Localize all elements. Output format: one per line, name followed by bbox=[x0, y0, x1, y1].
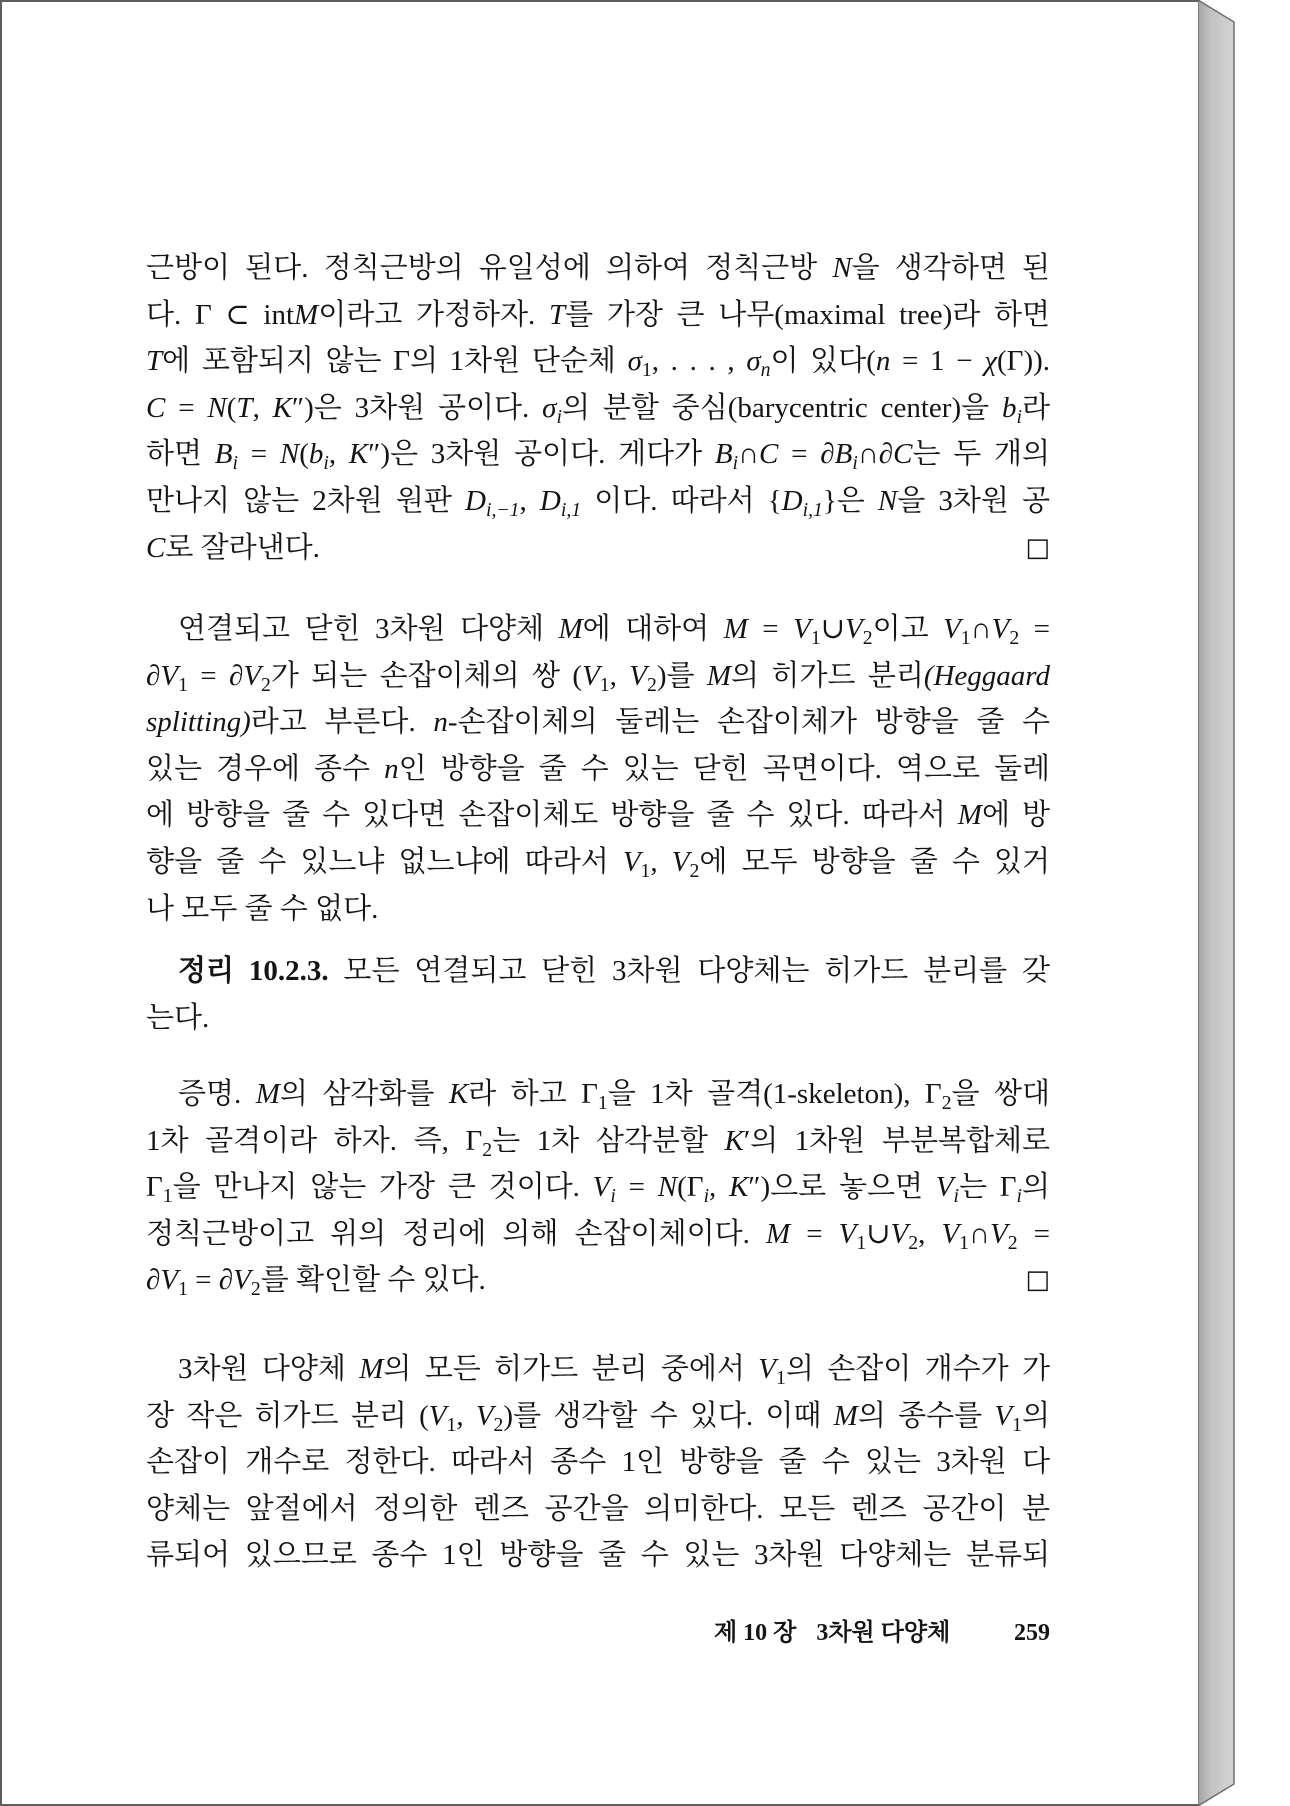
text-line bbox=[146, 889, 1050, 929]
page-number: 259 bbox=[1014, 1620, 1050, 1646]
text-run: 증명. bbox=[178, 1078, 256, 1110]
text-run: , bbox=[328, 438, 349, 470]
math-symbol: D bbox=[465, 485, 486, 517]
math-symbol: M bbox=[765, 1218, 791, 1250]
text-run: 있는 경우에 종수 bbox=[146, 753, 385, 785]
text-run: 양체는 앞절에서 정의한 렌즈 공간을 의미한다. 모든 렌즈 공간이 분 bbox=[146, 1493, 1050, 1525]
math-symbol: V bbox=[890, 1218, 909, 1250]
math-symbol: V bbox=[160, 1264, 179, 1296]
math-subscript: 2 bbox=[250, 1277, 261, 1300]
text-line bbox=[146, 702, 1050, 742]
text-run: = bbox=[1019, 613, 1051, 645]
text-line bbox=[146, 1396, 1050, 1436]
text-line bbox=[146, 341, 1050, 381]
text-line bbox=[146, 528, 1050, 568]
math-symbol: V bbox=[671, 846, 690, 878]
math-symbol: C bbox=[759, 438, 779, 470]
text-run: 류되어 있으므로 종수 1인 방향을 줄 수 있는 3차원 다양체는 분류되 bbox=[146, 1539, 1050, 1571]
text-run: }은 bbox=[822, 485, 878, 517]
math-subscript: 1 bbox=[597, 1091, 608, 1114]
text-run: = ∂ bbox=[187, 660, 244, 692]
text-run: 인 방향을 줄 수 있는 닫힌 곡면이다. 역으로 둘레 bbox=[398, 753, 1050, 785]
text-run: = ∂ bbox=[187, 1264, 234, 1296]
math-symbol: M bbox=[294, 299, 319, 331]
math-symbol: V bbox=[160, 660, 179, 692]
qed-box: □ bbox=[1025, 533, 1050, 563]
math-symbol: V bbox=[989, 1218, 1008, 1250]
math-subscript: 2 bbox=[1007, 1231, 1018, 1254]
math-symbol: B bbox=[214, 438, 233, 470]
text-run: 에 방 bbox=[981, 799, 1050, 831]
running-footer bbox=[714, 1613, 1050, 1653]
text-line bbox=[178, 1349, 1050, 1389]
text-run: 가 되는 손잡이체의 쌍 ( bbox=[270, 660, 583, 692]
math-symbol: M bbox=[957, 799, 982, 831]
math-symbol: V bbox=[629, 660, 647, 692]
text-run: = bbox=[790, 1218, 839, 1250]
math-symbol: K bbox=[348, 438, 369, 470]
text-run: 로 잘라낸다. bbox=[165, 532, 320, 564]
text-run: 의 히가드 분리 bbox=[731, 660, 924, 692]
math-symbol: V bbox=[582, 660, 600, 692]
math-symbol: V bbox=[845, 613, 863, 645]
text-run: = bbox=[615, 1171, 658, 1203]
math-subscript: 1 bbox=[810, 626, 821, 649]
text-line bbox=[146, 248, 1050, 288]
text-run: 의 bbox=[1022, 1171, 1051, 1203]
math-subscript: i,1 bbox=[560, 498, 582, 521]
math-subscript: 2 bbox=[862, 626, 873, 649]
text-line bbox=[178, 951, 1050, 991]
text-line bbox=[146, 1167, 1050, 1207]
math-symbol: V bbox=[941, 1218, 960, 1250]
text-run: 연결되고 닫힌 3차원 다양체 bbox=[178, 613, 559, 645]
text-run: 이고 bbox=[872, 613, 944, 645]
text-run: ″)은 3차원 공이다. bbox=[292, 392, 543, 424]
math-symbol: V bbox=[243, 660, 262, 692]
math-subscript: 1 bbox=[162, 1184, 173, 1207]
text-run: 을 1차 골격(1-skeleton), Γ bbox=[607, 1078, 942, 1110]
text-run: ″)은 3차원 공이다. 게다가 bbox=[368, 438, 715, 470]
text-run: 나 모두 줄 수 없다. bbox=[146, 893, 379, 925]
text-run: 라 하고 Γ bbox=[468, 1078, 598, 1110]
math-subscript: 1 bbox=[1012, 1413, 1022, 1436]
text-run: 근방이 된다. 정칙근방의 유일성에 의하여 정칙근방 bbox=[146, 252, 833, 284]
text-run: ∪ bbox=[820, 613, 845, 645]
math-subscript: 1 bbox=[959, 1231, 970, 1254]
math-symbol: M bbox=[558, 613, 583, 645]
math-symbol: V bbox=[758, 1353, 776, 1385]
math-subscript: 2 bbox=[908, 1231, 919, 1254]
math-subscript: 1 bbox=[178, 673, 188, 696]
text-run: , . . . , bbox=[651, 345, 747, 377]
text-line bbox=[146, 656, 1050, 696]
math-symbol: b bbox=[1002, 392, 1017, 424]
text-run: 손잡이 개수로 정한다. 따라서 종수 1인 방향을 줄 수 있는 3차원 다 bbox=[146, 1446, 1050, 1478]
text-run: = bbox=[1017, 1218, 1051, 1250]
text-line bbox=[146, 998, 1050, 1038]
math-subscript: 1 bbox=[641, 358, 652, 381]
text-run: 을 만나지 않는 가장 큰 것이다. bbox=[172, 1171, 593, 1203]
text-run: ∂ bbox=[146, 660, 161, 692]
text-line bbox=[146, 388, 1050, 428]
text-line bbox=[178, 1074, 1050, 1114]
text-line bbox=[146, 295, 1050, 335]
math-symbol: N bbox=[832, 252, 852, 284]
math-symbol: V bbox=[838, 1218, 857, 1250]
math-subscript: n bbox=[760, 358, 771, 381]
text-run: = bbox=[165, 392, 208, 424]
math-subscript: 1 bbox=[599, 673, 610, 696]
text-line bbox=[146, 795, 1050, 835]
text-run: 을 쌍대 bbox=[951, 1078, 1051, 1110]
math-symbol: N bbox=[877, 485, 898, 517]
math-symbol: σ bbox=[746, 345, 761, 377]
math-subscript: 2 bbox=[646, 673, 657, 696]
text-line bbox=[146, 434, 1050, 474]
text-run: 는 1차 삼각분할 bbox=[492, 1125, 725, 1157]
math-symbol: V bbox=[793, 613, 811, 645]
math-symbol: K bbox=[729, 1171, 749, 1203]
math-symbol: (Heggaard bbox=[923, 660, 1051, 692]
text-run: 이다. 따라서 { bbox=[581, 485, 782, 517]
text-run: 의 bbox=[1021, 1400, 1050, 1432]
text-run: 하면 bbox=[146, 438, 215, 470]
text-line bbox=[178, 609, 1050, 649]
math-symbol: C bbox=[893, 438, 913, 470]
text-line bbox=[146, 1121, 1050, 1161]
text-run: )를 생각할 수 있다. 이때 bbox=[503, 1400, 834, 1432]
math-symbol: D bbox=[781, 485, 803, 517]
text-run: 에 모두 방향을 줄 수 있거 bbox=[699, 846, 1051, 878]
text-run: ∪ bbox=[866, 1218, 891, 1250]
math-symbol: T bbox=[548, 299, 566, 331]
text-run: Γ bbox=[146, 1171, 163, 1203]
math-symbol: n bbox=[384, 753, 399, 785]
text-run: 다. Γ ⊂ int bbox=[146, 299, 295, 331]
math-symbol: b bbox=[308, 438, 324, 470]
text-run: 는다. bbox=[146, 1002, 210, 1034]
math-symbol: T bbox=[146, 345, 163, 377]
text-run: 의 모든 히가드 분리 중에서 bbox=[383, 1353, 759, 1385]
math-symbol: V bbox=[475, 1400, 494, 1432]
text-run: , bbox=[918, 1218, 942, 1250]
math-symbol: N bbox=[279, 438, 300, 470]
math-symbol: V bbox=[622, 846, 641, 878]
text-run: 라고 부른다. bbox=[250, 706, 434, 738]
text-run: ∩ bbox=[738, 438, 760, 470]
math-symbol: σ bbox=[542, 392, 557, 424]
math-symbol: V bbox=[233, 1264, 251, 1296]
text-run: 에 포함되지 않는 Γ의 1차원 단순체 bbox=[162, 345, 628, 377]
text-run: 에 방향을 줄 수 있다면 손잡이체도 방향을 줄 수 있다. 따라서 bbox=[146, 799, 958, 831]
text-run: -손잡이체의 둘레는 손잡이체가 방향을 줄 수 bbox=[447, 706, 1050, 738]
math-subscript: 2 bbox=[261, 673, 271, 696]
text-line bbox=[146, 1214, 1050, 1254]
text-line bbox=[146, 481, 1050, 521]
text-run: , bbox=[252, 392, 273, 424]
math-subscript: 2 bbox=[493, 1413, 504, 1436]
bold-text: 정리 10.2.3. bbox=[178, 955, 329, 987]
math-symbol: n bbox=[875, 345, 891, 377]
math-subscript: 1 bbox=[178, 1277, 188, 1300]
text-run: (Γ)). bbox=[997, 345, 1051, 377]
text-run: 의 손잡이 개수가 가 bbox=[785, 1353, 1050, 1385]
text-run: 는 Γ bbox=[958, 1171, 1017, 1203]
math-symbol: B bbox=[834, 438, 853, 470]
text-run: 의 삼각화를 bbox=[279, 1078, 449, 1110]
text-run: 모든 연결되고 닫힌 3차원 다양체는 히가드 분리를 갖 bbox=[328, 955, 1051, 987]
text-run: = ∂ bbox=[778, 438, 835, 470]
math-subscript: i bbox=[1016, 405, 1022, 428]
math-symbol: V bbox=[994, 1400, 1013, 1432]
text-run: 3차원 다양체 bbox=[178, 1353, 360, 1385]
text-run: ( bbox=[299, 438, 309, 470]
text-run: = 1 − bbox=[890, 345, 985, 377]
math-symbol: M bbox=[359, 1353, 384, 1385]
math-symbol: M bbox=[723, 613, 748, 645]
math-subscript: 2 bbox=[1009, 626, 1020, 649]
math-symbol: N bbox=[657, 1171, 678, 1203]
text-run: 를 확인할 수 있다. bbox=[260, 1264, 486, 1296]
chapter-title: 3차원 다양체 bbox=[816, 1620, 951, 1646]
math-symbol: B bbox=[714, 438, 733, 470]
math-symbol: T bbox=[236, 392, 253, 424]
text-line bbox=[146, 1442, 1050, 1482]
text-run: ′의 1차원 부분복합체로 bbox=[743, 1125, 1050, 1157]
math-symbol: C bbox=[146, 532, 166, 564]
text-line bbox=[146, 842, 1050, 882]
math-subscript: i bbox=[1016, 1184, 1023, 1207]
math-subscript: 2 bbox=[689, 859, 700, 882]
text-run: 라 bbox=[1021, 392, 1050, 424]
math-symbol: V bbox=[991, 613, 1010, 645]
text-run: 향을 줄 수 있느냐 없느냐에 따라서 bbox=[146, 846, 623, 878]
math-subscript: i bbox=[556, 405, 562, 428]
math-symbol: D bbox=[539, 485, 561, 517]
math-symbol: K bbox=[272, 392, 293, 424]
math-symbol: V bbox=[428, 1400, 447, 1432]
math-symbol: M bbox=[706, 660, 732, 692]
math-subscript: 1 bbox=[446, 1413, 457, 1436]
math-subscript: 2 bbox=[482, 1138, 493, 1161]
math-symbol: V bbox=[592, 1171, 611, 1203]
text-run: 이라고 가정하자. bbox=[318, 299, 549, 331]
math-symbol: V bbox=[935, 1171, 954, 1203]
text-run: , bbox=[519, 485, 540, 517]
text-run: (Γ bbox=[677, 1171, 704, 1203]
text-run: 이 있다( bbox=[770, 345, 876, 377]
math-symbol: splitting) bbox=[146, 706, 251, 738]
text-line bbox=[146, 749, 1050, 789]
math-symbol: V bbox=[943, 613, 961, 645]
text-run: ″)으로 놓으면 bbox=[748, 1171, 936, 1203]
text-run: )를 bbox=[656, 660, 707, 692]
text-run: = bbox=[238, 438, 280, 470]
text-run: ∂ bbox=[146, 1264, 161, 1296]
math-symbol: M bbox=[833, 1400, 858, 1432]
math-subscript: i bbox=[852, 451, 858, 474]
math-subscript: i bbox=[323, 451, 329, 474]
math-symbol: M bbox=[255, 1078, 280, 1110]
math-symbol: N bbox=[207, 392, 227, 424]
text-run: 를 가장 큰 나무(maximal tree)라 하면 bbox=[565, 299, 1050, 331]
math-subscript: i bbox=[732, 451, 739, 474]
math-subscript: i bbox=[232, 451, 238, 474]
math-subscript: i,−1 bbox=[485, 498, 520, 521]
text-run: , bbox=[650, 846, 672, 878]
math-symbol: n bbox=[433, 706, 448, 738]
text-run: , bbox=[456, 1400, 476, 1432]
text-run: ( bbox=[226, 392, 237, 424]
text-line bbox=[146, 1260, 1050, 1300]
text-run: ∩ bbox=[970, 613, 992, 645]
text-run: 만나지 않는 2차원 원판 bbox=[146, 485, 466, 517]
page-edge bbox=[1198, 0, 1238, 1806]
text-line bbox=[146, 1489, 1050, 1529]
text-run: , bbox=[709, 1171, 730, 1203]
chapter-label: 제 10 장 bbox=[714, 1620, 797, 1646]
text-run: 을 3차원 공 bbox=[897, 485, 1050, 517]
text-run: 을 생각하면 된 bbox=[851, 252, 1050, 284]
math-subscript: 2 bbox=[941, 1091, 952, 1114]
text-run: 에 대하여 bbox=[582, 613, 724, 645]
text-run: 는 두 개의 bbox=[912, 438, 1051, 470]
text-run: ∩∂ bbox=[857, 438, 894, 470]
qed-box: □ bbox=[1025, 1265, 1050, 1295]
math-subscript: 1 bbox=[960, 626, 971, 649]
math-subscript: i bbox=[610, 1184, 616, 1207]
text-run: ∩ bbox=[969, 1218, 990, 1250]
math-subscript: 1 bbox=[856, 1231, 867, 1254]
math-symbol: χ bbox=[984, 345, 998, 377]
math-symbol: C bbox=[146, 392, 166, 424]
text-run: 정칙근방이고 위의 정리에 의해 손잡이체이다. bbox=[146, 1218, 766, 1250]
math-subscript: i,1 bbox=[802, 498, 823, 521]
math-subscript: 1 bbox=[640, 859, 651, 882]
text-run: = bbox=[747, 613, 794, 645]
math-subscript: i bbox=[703, 1184, 710, 1207]
text-line bbox=[146, 1535, 1050, 1575]
text-run: 1차 골격이라 하자. 즉, Γ bbox=[146, 1125, 483, 1157]
math-symbol: K bbox=[724, 1125, 744, 1157]
math-subscript: 1 bbox=[776, 1366, 786, 1389]
math-subscript: i bbox=[953, 1184, 959, 1207]
text-run: 장 작은 히가드 분리 ( bbox=[146, 1400, 429, 1432]
math-symbol: σ bbox=[627, 345, 642, 377]
text-run: 의 분할 중심(barycentric center)을 bbox=[561, 392, 1002, 424]
math-symbol: K bbox=[448, 1078, 469, 1110]
text-run: , bbox=[609, 660, 630, 692]
text-run: 의 종수를 bbox=[857, 1400, 995, 1432]
